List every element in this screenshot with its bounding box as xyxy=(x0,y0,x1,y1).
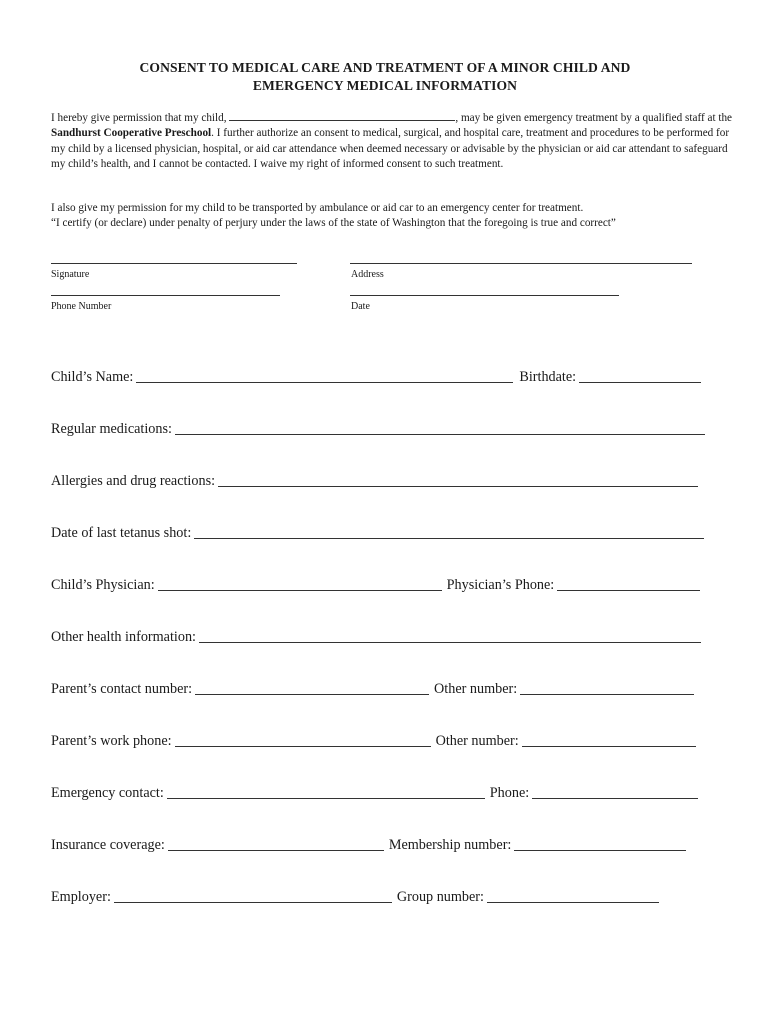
childs-physician-label: Child’s Physician: xyxy=(51,577,155,593)
allergies-row xyxy=(51,470,731,490)
address-label: Address xyxy=(351,269,384,280)
parent-work-row xyxy=(51,730,731,750)
tetanus-field[interactable] xyxy=(194,524,704,539)
birthdate-field[interactable] xyxy=(579,368,701,383)
other-health-field[interactable] xyxy=(199,628,701,643)
phone-number-line[interactable] xyxy=(51,295,280,296)
other-number-2-label: Other number: xyxy=(435,733,519,749)
physicians-phone-label: Physician’s Phone: xyxy=(446,577,555,593)
form-title xyxy=(0,59,770,95)
insurance-row xyxy=(51,834,731,854)
allergies-label: Allergies and drug reactions: xyxy=(51,473,216,489)
phone-label: Phone: xyxy=(489,785,530,801)
transport-text: I also give my permission for my child to be transported by ambulance or aid car to an emergency center for treatment. xyxy=(51,202,584,214)
allergies-field[interactable] xyxy=(218,472,698,487)
other-health-row xyxy=(51,626,731,646)
childs-physician-field[interactable] xyxy=(158,576,442,591)
child-name-inline-blank[interactable] xyxy=(229,110,455,121)
date-label: Date xyxy=(351,301,370,312)
childs-name-field[interactable] xyxy=(136,368,513,383)
insurance-label: Insurance coverage: xyxy=(51,837,165,853)
employer-label: Employer: xyxy=(51,889,111,905)
consent-text-part1: I hereby give permission that my child, xyxy=(51,112,230,124)
parent-contact-label: Parent’s contact number: xyxy=(51,681,193,697)
childs-name-row xyxy=(51,366,731,386)
consent-text-part3: . I further authorize an consent to medical, surgical, and hospital care, treatment and procedures to be performed for my child by a licensed physician, hospital, or aid car attendance when deemed necessary or advisable by the physician or aid car attendant to safeguard my child’s health, and I cannot be contacted. I waive my right of informed consent to such treatment. xyxy=(51,127,730,171)
other-number-1-field[interactable] xyxy=(520,680,694,695)
parent-contact-row xyxy=(51,678,731,698)
parent-work-label: Parent’s work phone: xyxy=(51,733,172,749)
employer-row xyxy=(51,886,731,906)
regular-medications-label: Regular medications: xyxy=(51,421,172,437)
insurance-field[interactable] xyxy=(168,836,384,851)
transport-paragraph xyxy=(51,201,736,232)
certify-text: “I certify (or declare) under penalty of perjury under the laws of the state of Washington that the foregoing is true and correct” xyxy=(51,217,616,230)
birthdate-label: Birthdate: xyxy=(519,369,577,385)
other-health-label: Other health information: xyxy=(51,629,196,645)
membership-label: Membership number: xyxy=(388,837,512,853)
consent-text-part2: , may be given emergency treatment by a qualified staff at the xyxy=(455,112,733,124)
phone-number-label: Phone Number xyxy=(51,301,112,312)
regular-medications-row xyxy=(51,418,731,438)
emergency-contact-field[interactable] xyxy=(167,784,485,799)
signature-line[interactable] xyxy=(51,263,297,264)
form-title-line2: EMERGENCY MEDICAL INFORMATION xyxy=(252,78,518,93)
physicians-phone-field[interactable] xyxy=(557,576,700,591)
other-number-1-label: Other number: xyxy=(434,681,518,697)
tetanus-row xyxy=(51,522,731,542)
signature-label: Signature xyxy=(51,269,90,280)
group-number-label: Group number: xyxy=(396,889,484,905)
phone-field[interactable] xyxy=(532,784,698,799)
parent-contact-field[interactable] xyxy=(195,680,429,695)
regular-medications-field[interactable] xyxy=(175,420,705,435)
school-name: Sandhurst Cooperative Preschool xyxy=(51,127,212,140)
employer-field[interactable] xyxy=(114,888,392,903)
membership-field[interactable] xyxy=(514,836,686,851)
tetanus-label: Date of last tetanus shot: xyxy=(51,525,192,541)
address-line[interactable] xyxy=(350,263,692,264)
emergency-contact-label: Emergency contact: xyxy=(51,785,164,801)
group-number-field[interactable] xyxy=(487,888,659,903)
date-line[interactable] xyxy=(350,295,619,296)
childs-name-label: Child’s Name: xyxy=(51,369,134,385)
consent-paragraph xyxy=(51,110,736,173)
physician-row xyxy=(51,574,731,594)
parent-work-field[interactable] xyxy=(175,732,431,747)
other-number-2-field[interactable] xyxy=(522,732,696,747)
form-title-line1: CONSENT TO MEDICAL CARE AND TREATMENT OF A MINOR CHILD AND xyxy=(139,60,631,75)
emergency-contact-row xyxy=(51,782,731,802)
